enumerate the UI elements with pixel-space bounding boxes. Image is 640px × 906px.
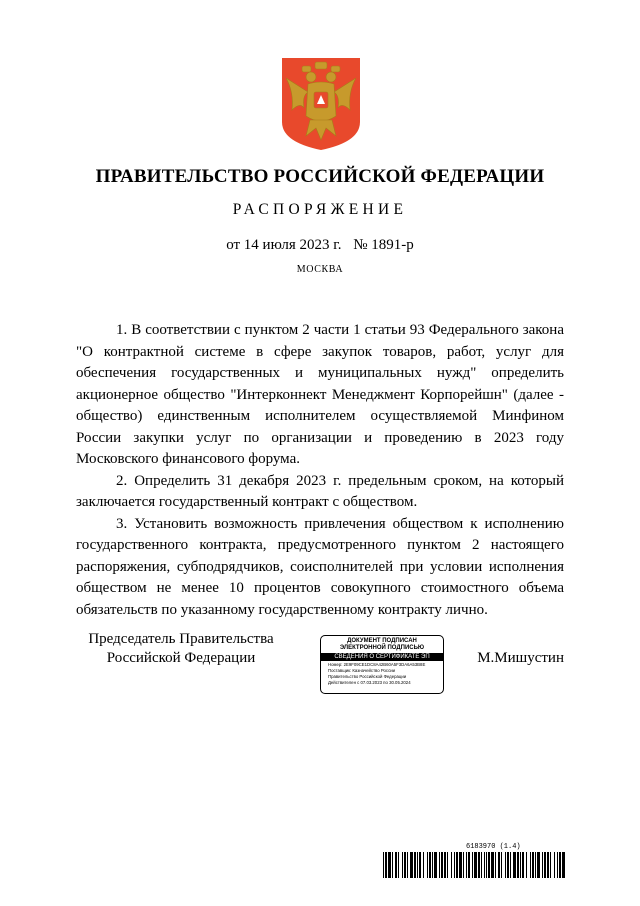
stamp-organization: Правительство Российской Федерации [328,674,407,679]
document-number: № 1891-р [353,237,414,253]
paragraph-3: 3. Установить возможность привлечения обществом к исполнению государственного контракта, предусмотренного пунктом 2 настоящего распоряжения, субподрядчиков, соисполнителей при условии исполнения обществом не менее 10 процентов совокупного стоимостного объема обязательств по указанному государственному контракту лично. [76,515,564,618]
barcode-number: 6183970 (1.4) [466,843,521,851]
document-type: РАСПОРЯЖЕНИЕ [232,201,408,218]
stamp-line-2: ЭЛЕКТРОННОЙ ПОДПИСЬЮ [339,645,425,651]
government-heading: ПРАВИТЕЛЬСТВО РОССИЙСКОЙ ФЕДЕРАЦИИ [95,166,545,187]
paragraph-1: 1. В соответствии с пунктом 2 части 1 статьи 93 Федерального закона "О контрактной системе в сфере закупок товаров, работ, услуг для обеспечения государственных и муниципальных нужд" определить акционерное общество "Интерконнект Менеджмент Корпорейшн" (далее - общество) единственным исполнителем осуществляемой Минфином России закупки услуг по организации и проведению в 2023 году Московского финансового форума. [76,322,564,467]
coat-of-arms-emblem [280,56,362,152]
signatory-position-line-2: Российской Федерации [106,650,256,666]
date-line [0,237,640,254]
stamp-cert-number: Номер: 2E9F09CE1DC8A42B60A5F3DA6A53B8E [328,662,426,667]
signatory-position [76,630,286,668]
stamp-line-1: ДОКУМЕНТ ПОДПИСАН [347,638,417,644]
paragraph-2: 2. Определить 31 декабря 2023 г. предельным сроком, на который заключается государственный контракт с обществом. [76,472,564,510]
stamp-validity: Действителен с 07.03.2023 по 30.05.2024 [328,680,411,685]
city-label: МОСКВА [296,264,344,275]
document-body [76,320,564,621]
stamp-certificate-band: СВЕДЕНИЯ О СЕРТИФИКАТЕ ЭП [321,653,443,661]
stamp-owner: Поставщик: Казначейство России [328,668,396,673]
electronic-signature-stamp [320,635,444,694]
signatory-position-line-1: Председатель Правительства [88,631,274,647]
document-date: от 14 июля 2023 г. [226,237,342,253]
barcode [383,852,566,878]
signatory-name: М.Мишустин [477,650,564,666]
